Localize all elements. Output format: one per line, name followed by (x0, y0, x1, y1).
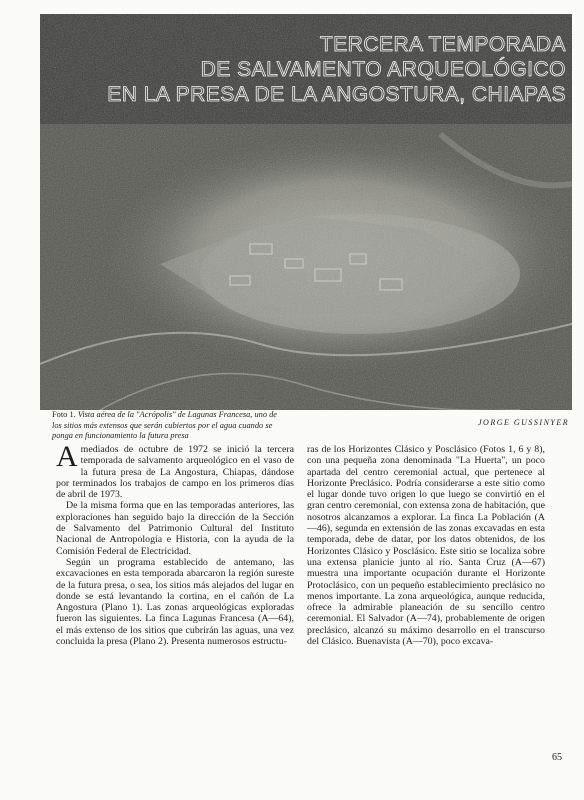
title-line-1: TERCERA TEMPORADA (319, 33, 566, 56)
paragraph-text: mediados de octubre de 1972 se inició la tercera temporada de salvamento arqueológico en el vaso de la futura presa de La Angostura, Chiapas, dándose por terminados los trabajos de campo en los primeros días de abril de 1973. (56, 444, 294, 501)
page-number: 65 (552, 752, 562, 763)
paragraph: ras de los Horizontes Clásico y Posclásico (Fotos 1, 6 y 8), con una pequeña zona denominada "La Huerta", un poco apartada del centro ceremonial actual, que pertenece al Horizonte Preclásico. Podría considerarse a este sitio como el lugar donde tuvo origen lo que luego se convirtió en el gran centro ceremonial, con extensa zona de habitación, que nosotros alcanzamos a explorar. La finca La Población (A—46), segunda en extensión de las zonas excavadas en esta temporada, debe de datar, por los datos obtenidos, de los Horizontes Clásico y Posclásico. Este sitio se localiza sobre una extensa planicie junto al río. Santa Cruz (A—67) muestra una importante ocupación durante el Horizonte Protoclásico, con un pequeño establecimiento preclásico no menos importante. La zona arqueológica, aunque reducida, ofrece la admirable planeación de su sencillo centro ceremonial. El Salvador (A—74), probablemente de origen preclásico, alcanzó su máximo desarrollo en el transcurso del Clásico. Buenavista (A—70), poco excava- (307, 444, 545, 648)
caption-lead: Foto 1. (52, 410, 76, 419)
drop-cap: A (56, 440, 78, 473)
paragraph (56, 440, 294, 501)
caption-text: Vista aérea de la "Acrópolis" de Lagunas Francesa, uno de los sitios más extensos que serán cubiertos por el agua cuando se ponga en funcionamiento la futura presa (52, 410, 278, 440)
author-name: JORGE GUSSINYER (478, 418, 570, 427)
paragraph: Según un programa establecido de antemano, las excavaciones en esta temporada abarcaron la región sureste de la futura presa, o sea, los sitios más alejados del lugar en donde se está levantando la cortina, en el cañón de La Angostura (Plano 1). Las zonas arqueológicas exploradas fueron las siguientes. La finca Lagunas Francesa (A—64), el más extenso de los sitios que cubrirán las aguas, una vez concluida la presa (Plano 2). Presenta numerosos estructu- (56, 556, 294, 648)
article-title (107, 32, 566, 107)
title-line-3: EN LA PRESA DE LA ANGOSTURA, CHIAPAS (107, 83, 566, 106)
aerial-photo (40, 14, 572, 410)
photo-caption (52, 410, 284, 442)
text-column-left (56, 440, 294, 648)
title-line-2: DE SALVAMENTO ARQUEOLÓGICO (200, 58, 566, 81)
paragraph: De la misma forma que en las temporadas anteriores, las exploraciones han seguido bajo la dirección de la Sección de Salvamento del Patrimonio Cultural del Instituto Nacional de Antropología e Historia, con la ayuda de la Comisión Federal de Electricidad. (56, 500, 294, 557)
text-column-right (307, 444, 545, 647)
